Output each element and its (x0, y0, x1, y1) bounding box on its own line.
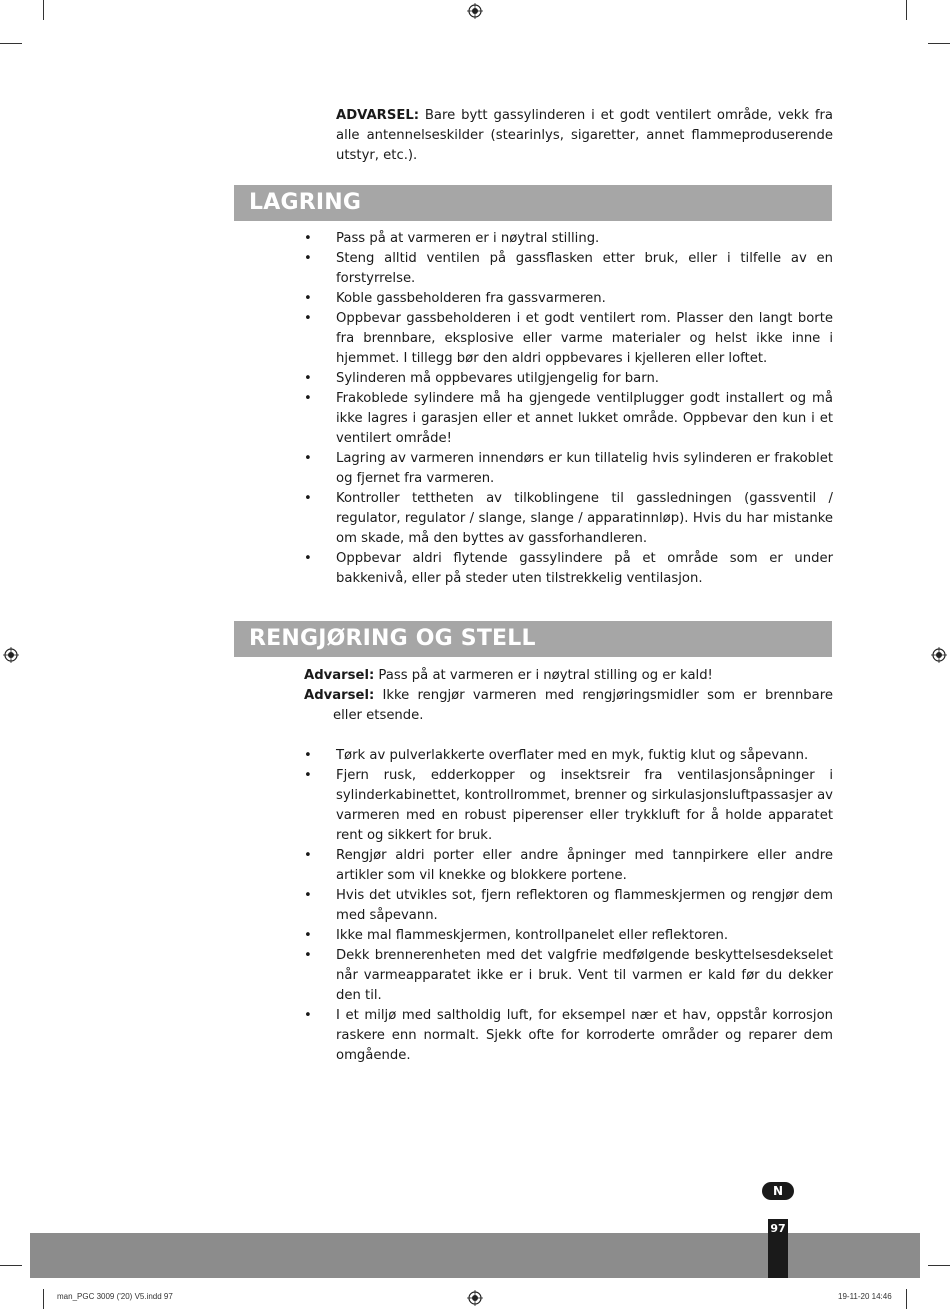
list-item-text: Steng alltid ventilen på gassflasken etter bruk, eller i tilfelle av en forstyrrelse. (336, 251, 833, 286)
list-item (304, 489, 833, 549)
crop-mark (43, 0, 44, 20)
list-item (304, 926, 833, 946)
section-heading-rengjoring: RENGJØRING OG STELL (234, 621, 832, 657)
crop-mark (928, 43, 950, 44)
list-item (304, 309, 833, 369)
cleaning-warning-1-label: Advarsel: (304, 668, 375, 683)
bullet-icon: • (304, 928, 312, 943)
cleaning-warning-2 (304, 686, 833, 726)
slug-filename: man_PGC 3009 ('20) V5.indd 97 (57, 1292, 173, 1301)
rengjoring-list (304, 746, 833, 1066)
registration-mark-icon (467, 3, 483, 19)
lagring-list (304, 229, 833, 589)
bullet-icon: • (304, 491, 312, 506)
bullet-icon: • (304, 231, 312, 246)
bullet-icon: • (304, 551, 312, 566)
list-item (304, 946, 833, 1006)
registration-mark-icon (3, 647, 19, 663)
crop-mark (0, 43, 22, 44)
crop-mark (0, 1265, 22, 1266)
bullet-icon: • (304, 291, 312, 306)
list-item-text: Tørk av pulverlakkerte overflater med en myk, fuktig klut og såpevann. (336, 748, 809, 763)
list-item (304, 766, 833, 846)
bullet-icon: • (304, 848, 312, 863)
list-item (304, 449, 833, 489)
bullet-icon: • (304, 948, 312, 963)
registration-mark-icon (467, 1290, 483, 1306)
list-item-text: Pass på at varmeren er i nøytral stilling. (336, 231, 600, 246)
list-item-text: Ikke mal flammeskjermen, kontrollpanelet eller reflektoren. (336, 928, 729, 943)
bullet-icon: • (304, 768, 312, 783)
list-item (304, 289, 833, 309)
intro-warning-text: Bare bytt gassylinderen i et godt ventilert område, vekk fra alle antennelseskilder (stearinlys, sigaretter, annet flammeproduserende utstyr, etc.). (336, 108, 833, 163)
crop-mark (906, 1289, 907, 1309)
list-item (304, 229, 833, 249)
list-item (304, 1006, 833, 1066)
cleaning-warning-2-label: Advarsel: (304, 688, 375, 703)
bullet-icon: • (304, 451, 312, 466)
list-item-text: Frakoblede sylindere må ha gjengede ventilplugger godt installert og må ikke lagres i garasjen eller et annet lukket område. Oppbevar den kun i et ventilert område! (336, 391, 833, 446)
bullet-icon: • (304, 391, 312, 406)
list-item-text: Sylinderen må oppbevares utilgjengelig for barn. (336, 371, 660, 386)
list-item-text: I et miljø med saltholdig luft, for eksempel nær et hav, oppstår korrosjon raskere enn normalt. Sjekk ofte for korroderte områder og reparer dem omgående. (336, 1008, 833, 1063)
slug-timestamp: 19-11-20 14:46 (838, 1292, 892, 1301)
bullet-icon: • (304, 748, 312, 763)
registration-mark-icon (931, 647, 947, 663)
bullet-icon: • (304, 371, 312, 386)
language-badge: N (762, 1182, 794, 1200)
cleaning-warning-2-text: Ikke rengjør varmeren med rengjøringsmidler som er brennbare eller etsende. (333, 688, 833, 723)
list-item-text: Fjern rusk, edderkopper og insektsreir fra ventilasjonsåpninger i sylinderkabinettet, kontrollrommet, brenner og sirkulasjonsluftpassasjer av varmeren med en robust piperenser eller trykkluft for å holde apparatet rent og sikkert for bruk. (336, 768, 833, 843)
list-item-text: Lagring av varmeren innendørs er kun tillatelig hvis sylinderen er frakoblet og fjernet fra varmeren. (336, 451, 833, 486)
bullet-icon: • (304, 1008, 312, 1023)
bullet-icon: • (304, 311, 312, 326)
list-item-text: Rengjør aldri porter eller andre åpninger med tannpirkere eller andre artikler som vil knekke og blokkere portene. (336, 848, 833, 883)
list-item (304, 249, 833, 289)
crop-mark (928, 1265, 950, 1266)
list-item-text: Dekk brennerenheten med det valgfrie medfølgende beskyttelsesdekselet når varmeapparatet ikke er i bruk. Vent til varmen er kald før du dekker den til. (336, 948, 833, 1003)
list-item (304, 389, 833, 449)
list-item (304, 886, 833, 926)
list-item-text: Oppbevar gassbeholderen i et godt ventilert rom. Plasser den langt borte fra brennbare, eksplosive eller varme materialer og helst ikke inne i hjemmet. I tillegg bør den aldri oppbevares i kjelleren eller loftet. (336, 311, 833, 366)
intro-warning-label: ADVARSEL: (336, 108, 420, 123)
list-item (304, 549, 833, 589)
bullet-icon: • (304, 888, 312, 903)
list-item-text: Koble gassbeholderen fra gassvarmeren. (336, 291, 606, 306)
section-heading-lagring: LAGRING (234, 185, 832, 221)
list-item-text: Hvis det utvikles sot, fjern reflektoren og flammeskjermen og rengjør dem med såpevann. (336, 888, 833, 923)
bullet-icon: • (304, 251, 312, 266)
cleaning-warning-1 (304, 666, 833, 686)
crop-mark (43, 1289, 44, 1309)
cleaning-warning-1-text: Pass på at varmeren er i nøytral stilling og er kald! (374, 668, 713, 683)
list-item (304, 369, 833, 389)
list-item (304, 746, 833, 766)
intro-warning (336, 106, 833, 166)
list-item (304, 846, 833, 886)
list-item-text: Oppbevar aldri flytende gassylindere på et område som er under bakkenivå, eller på steder uten tilstrekkelig ventilasjon. (336, 551, 833, 586)
page-number: 97 (768, 1219, 788, 1278)
list-item-text: Kontroller tettheten av tilkoblingene til gassledningen (gassventil / regulator, regulator / slange, slange / apparatinnløp). Hvis du har mistanke om skade, må den byttes av gassforhandleren. (336, 491, 833, 546)
crop-mark (906, 0, 907, 20)
